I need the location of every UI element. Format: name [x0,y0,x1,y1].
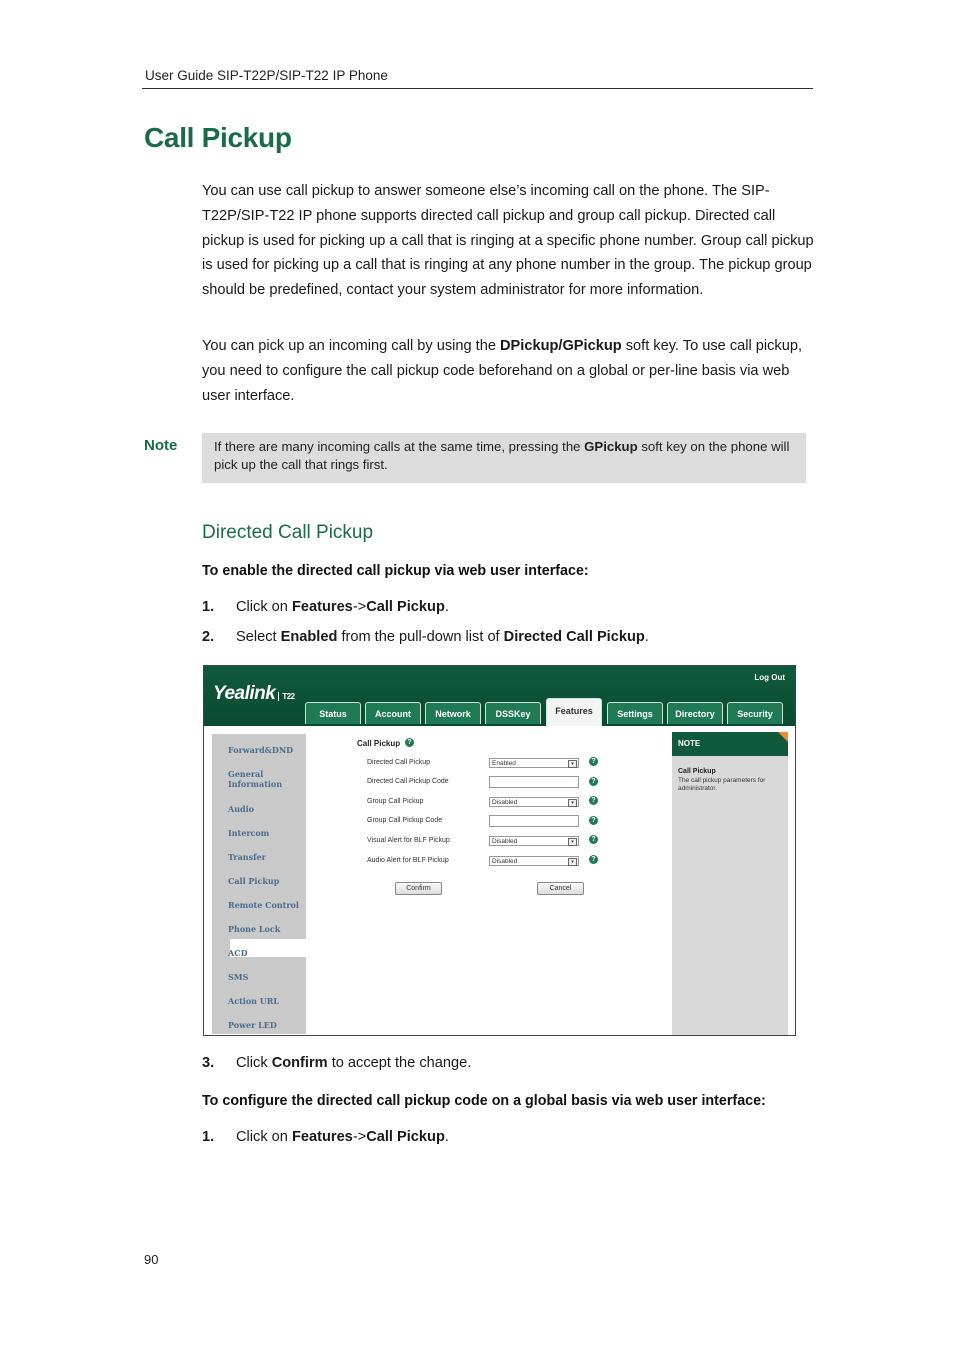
sidebar-item-remote-control[interactable]: Remote Control [228,900,299,910]
help-icon[interactable]: ? [589,796,598,805]
sidebar-item-phone-lock[interactable]: Phone Lock [228,924,281,934]
chevron-down-icon: ▾ [568,838,577,846]
sidebar-item-intercom[interactable]: Intercom [228,828,270,838]
step-number: 1. [202,1129,215,1145]
step-text: Click Confirm to accept the change. [236,1055,472,1071]
subsection-title: Directed Call Pickup [202,522,374,543]
header-rule [142,88,813,89]
procedure-heading-1: To enable the directed call pickup via web user interface: [202,563,589,579]
tab-dsskey[interactable]: DSSKey [485,702,541,724]
chevron-down-icon: ▾ [568,799,577,807]
web-ui-screenshot [203,665,796,1036]
step-text: Click on Features->Call Pickup. [236,599,449,615]
tab-security[interactable]: Security [727,702,783,724]
help-icon[interactable]: ? [405,738,414,747]
cancel-button[interactable]: Cancel [537,882,584,895]
help-icon[interactable]: ? [589,816,598,825]
sidebar-item-forward-dnd[interactable]: Forward&DND [228,745,294,755]
running-header: User Guide SIP-T22P/SIP-T22 IP Phone [145,68,388,83]
note-text-a: If there are many incoming calls at the same time, pressing the [214,439,585,454]
label-audio-alert-blf: Audio Alert for BLF Pickup [367,857,449,864]
label-directed-call-pickup: Directed Call Pickup [367,759,431,766]
note-panel-header: NOTE [672,732,788,756]
sidebar-item-action-url[interactable]: Action URL [228,996,279,1006]
step-number: 2. [202,629,215,645]
tab-features[interactable]: Features [546,698,602,726]
tab-directory[interactable]: Directory [667,702,723,724]
step-number: 3. [202,1055,215,1071]
label-group-call-pickup-code: Group Call Pickup Code [367,817,443,824]
audio-alert-blf-select[interactable]: Disabled ▾ [489,856,579,866]
help-icon[interactable]: ? [589,855,598,864]
label-group-call-pickup: Group Call Pickup [367,798,424,805]
sidebar-item-call-pickup[interactable]: Call Pickup [228,876,280,886]
label-visual-alert-blf: Visual Alert for BLF Pickup [367,837,450,844]
help-icon[interactable]: ? [589,835,598,844]
p2-text-a: You can pick up an incoming call by using the [202,338,501,354]
yealink-logo: Yealink T22 [213,683,295,704]
note-panel-text: The call pickup parameters for administrator. [678,777,766,792]
note-panel [672,732,788,1035]
intro-paragraph-2 [202,334,814,408]
note-text-c: soft key on the phone will pick up the call that rings first. [214,439,790,472]
group-call-pickup-code-input[interactable] [489,815,579,827]
intro-paragraph-1: You can use call pickup to answer someone else’s incoming call on the phone. The SIP-T22P/SIP-T22 IP phone supports directed call pickup and group call pickup. Directed call pickup is used for picking up a call that is ringing at a specific phone number. Group call pickup is used for picking up a call that is ringing at any phone number in the group. The pickup group should be predefined, contact your system administrator for more information. [202,183,814,299]
sidebar-item-sms[interactable]: SMS [228,972,249,982]
sidebar-item-audio[interactable]: Audio [228,804,254,814]
step-text: Click on Features->Call Pickup. [236,1129,449,1145]
logout-link[interactable]: Log Out [754,673,785,682]
step-number: 1. [202,599,215,615]
chevron-down-icon: ▾ [568,760,577,768]
form-title: Call Pickup [357,739,401,748]
top-banner [204,666,795,726]
note-softkey: GPickup [584,439,638,454]
chevron-down-icon: ▾ [568,858,577,866]
procedure-heading-2: To configure the directed call pickup code on a global basis via web user interface: [202,1093,766,1109]
directed-call-pickup-code-input[interactable] [489,776,579,788]
note-box [202,433,806,483]
p2-softkey: DPickup/GPickup [500,338,622,354]
visual-alert-blf-select[interactable]: Disabled ▾ [489,836,579,846]
group-call-pickup-select[interactable]: Disabled ▾ [489,797,579,807]
tab-status[interactable]: Status [305,702,361,724]
sidebar-item-transfer[interactable]: Transfer [228,852,266,862]
tab-network[interactable]: Network [425,702,481,724]
label-directed-call-pickup-code: Directed Call Pickup Code [367,778,449,785]
sidebar-item-acd[interactable]: ACD [228,948,248,958]
note-corner-flag [778,732,788,742]
directed-call-pickup-select[interactable]: Enabled ▾ [489,758,579,768]
section-title: Call Pickup [144,122,292,153]
step-text: Select Enabled from the pull-down list of Directed Call Pickup. [236,629,649,645]
page-number: 90 [144,1252,159,1267]
note-label: Note [144,437,178,454]
sidebar-item-power-led[interactable]: Power LED [228,1020,277,1030]
tab-account[interactable]: Account [365,702,421,724]
note-panel-title: Call Pickup [678,768,716,775]
sidebar-item-general-information[interactable]: General Information [228,769,283,789]
tab-settings[interactable]: Settings [607,702,663,724]
p2-text-c: soft key. To use call pickup, you need to configure the call pickup code beforehand on a global or per-line basis via web user interface. [202,338,803,404]
confirm-button[interactable]: Confirm [395,882,442,895]
help-icon[interactable]: ? [589,757,598,766]
sidebar [212,734,306,1034]
help-icon[interactable]: ? [589,777,598,786]
